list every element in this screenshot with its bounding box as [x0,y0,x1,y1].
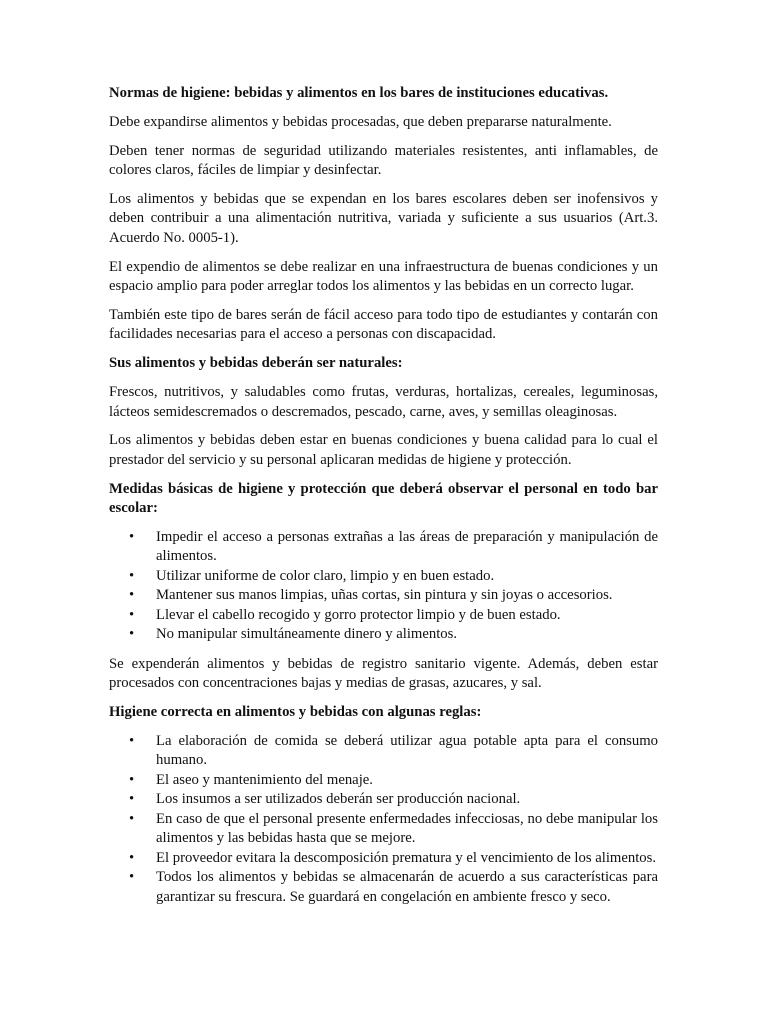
list-item [109,567,658,587]
list-item-text: En caso de que el personal presente enfermedades infecciosas, no debe manipular los alimentos y las bebidas hasta que se mejore. [156,810,658,847]
list-item [109,586,658,606]
bullet-icon: • [129,587,135,604]
document-page [109,84,658,917]
paragraph: Deben tener normas de seguridad utilizando materiales resistentes, anti inflamables, de colores claros, fáciles de limpiar y desinfectar. [109,142,658,179]
paragraph: Los alimentos y bebidas que se expendan en los bares escolares deben ser inofensivos y deben contribuir a una alimentación nutritiva, variada y suficiente a sus usuarios (Art.3. Acuerdo No. 0005-1). [109,190,658,246]
section-heading-medidas: Medidas básicas de higiene y protección que deberá observar el personal en todo bar escolar: [109,480,658,517]
bullet-icon: • [129,849,135,866]
paragraph: El expendio de alimentos se debe realizar en una infraestructura de buenas condiciones y un espacio amplio para poder arreglar todos los alimentos y las bebidas en un correcto lugar. [109,258,658,295]
bullet-icon: • [129,606,135,623]
paragraph: Debe expandirse alimentos y bebidas procesadas, que deben prepararse naturalmente. [109,113,612,130]
paragraph: También este tipo de bares serán de fácil acceso para todo tipo de estudiantes y contarán con facilidades necesarias para el acceso a personas con discapacidad. [109,306,658,343]
bullet-icon: • [129,528,135,545]
medidas-list [109,528,658,645]
paragraph: Se expenderán alimentos y bebidas de registro sanitario vigente. Además, deben estar procesados con concentraciones bajas y medias de grasas, azucares, y sal. [109,655,658,692]
list-item-text: Llevar el cabello recogido y gorro protector limpio y de buen estado. [156,606,561,623]
list-item-text: Impedir el acceso a personas extrañas a las áreas de preparación y manipulación de alimentos. [156,528,658,565]
list-item [109,849,658,869]
paragraph: Los alimentos y bebidas deben estar en buenas condiciones y buena calidad para lo cual el prestador del servicio y su personal aplicaran medidas de higiene y protección. [109,432,658,468]
list-item [109,810,658,849]
section-heading-reglas: Higiene correcta en alimentos y bebidas con algunas reglas: [109,704,482,721]
bullet-icon: • [129,771,135,788]
section-heading-naturales: Sus alimentos y bebidas deberán ser naturales: [109,355,403,372]
list-item-text: La elaboración de comida se deberá utilizar agua potable apta para el consumo humano. [156,732,658,769]
list-item [109,606,658,626]
list-item [109,625,658,645]
list-item [109,868,658,907]
list-item-text: No manipular simultáneamente dinero y alimentos. [156,626,458,643]
list-item-text: Todos los alimentos y bebidas se almacenarán de acuerdo a sus características para garantizar su frescura. Se guardará en congelación en ambiente fresco y seco. [156,869,658,905]
bullet-icon: • [129,567,135,584]
list-item [109,790,658,810]
paragraph: Frescos, nutritivos, y saludables como frutas, verduras, hortalizas, cereales, leguminosas, lácteos semidescremados o descremados, pescado, carne, aves, y semillas oleaginosas. [109,384,658,420]
bullet-icon: • [129,869,135,886]
bullet-icon: • [129,732,135,749]
list-item [109,732,658,771]
bullet-icon: • [129,810,135,827]
list-item-text: Utilizar uniforme de color claro, limpio y en buen estado. [156,567,495,584]
list-item [109,528,658,567]
bullet-icon: • [129,791,135,808]
list-item [109,771,658,791]
document-title: Normas de higiene: bebidas y alimentos en los bares de instituciones educativas. [109,85,609,101]
reglas-list [109,732,658,908]
list-item-text: Los insumos a ser utilizados deberán ser producción nacional. [156,791,521,808]
list-item-text: El aseo y mantenimiento del menaje. [156,771,373,788]
list-item-text: Mantener sus manos limpias, uñas cortas, sin pintura y sin joyas o accesorios. [156,587,613,604]
bullet-icon: • [129,626,135,643]
list-item-text: El proveedor evitara la descomposición prematura y el vencimiento de los alimentos. [156,849,657,866]
